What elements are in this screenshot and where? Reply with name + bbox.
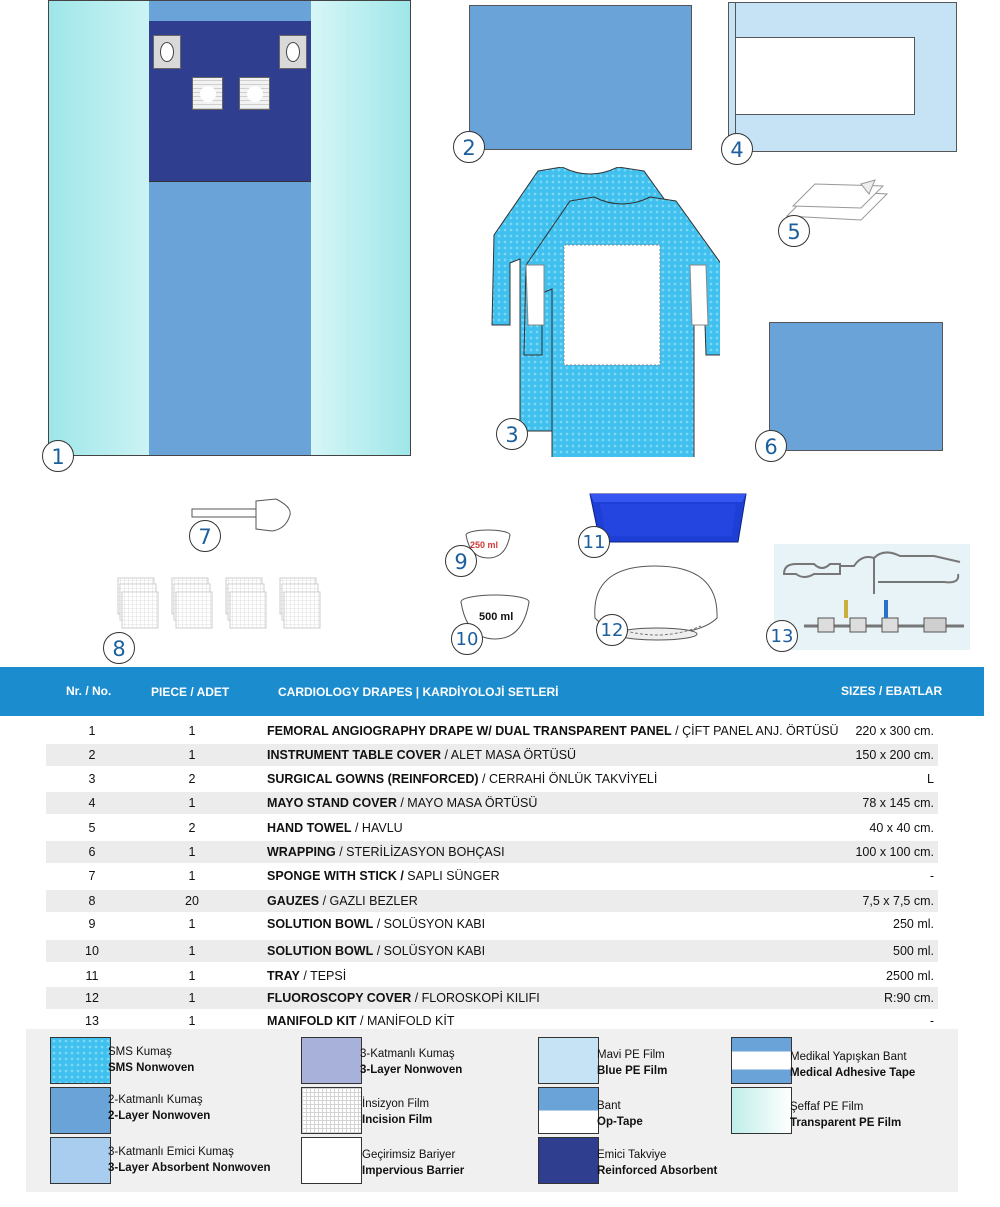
row-piece: 2 [188, 772, 196, 786]
row-item-name-tr: / CERRAHİ ÖNLÜK TAKVİYELİ [478, 772, 658, 786]
row-size: R:90 cm. [883, 991, 934, 1005]
row-piece: 1 [188, 969, 196, 983]
row-item-name: FEMORAL ANGIOGRAPHY DRAPE W/ DUAL TRANSPARENT PANEL [267, 724, 672, 738]
row-nr: 13 [85, 1014, 99, 1028]
transparent-panel-right [239, 77, 270, 110]
manifold-kit [774, 544, 970, 650]
row-nr: 12 [85, 991, 99, 1005]
header-piece: PIECE / ADET [151, 685, 230, 699]
row-item [267, 724, 839, 738]
row-item [267, 944, 485, 958]
row-item [267, 772, 657, 786]
row-nr: 3 [88, 772, 96, 786]
surgical-gowns [482, 167, 720, 457]
row-item-name: SURGICAL GOWNS (REINFORCED) [267, 772, 479, 786]
row-nr: 8 [88, 894, 96, 908]
row-nr: 1 [88, 724, 96, 738]
row-size: 2500 ml. [886, 969, 934, 983]
table-row [46, 865, 938, 887]
table-row [46, 841, 938, 863]
row-item-name: INSTRUMENT TABLE COVER [267, 748, 445, 762]
gown-front [524, 197, 720, 457]
row-nr: 9 [88, 917, 96, 931]
table-row [46, 940, 938, 962]
row-item [267, 821, 403, 835]
swatch-3-layer-absorbent [50, 1137, 111, 1184]
gauze-stacks [112, 576, 334, 638]
table-row [46, 987, 938, 1009]
row-size: 40 x 40 cm. [869, 821, 934, 835]
legend-label-en: Medical Adhesive Tape [790, 1067, 916, 1079]
row-item [267, 969, 346, 983]
legend-3-layer [360, 1046, 462, 1078]
swatch-sms-nonwoven [50, 1037, 111, 1084]
row-nr: 6 [88, 845, 96, 859]
table-header [0, 667, 984, 716]
table-row [46, 768, 938, 790]
legend-label-en: 3-Layer Nonwoven [360, 1064, 463, 1076]
row-item-name: MAYO STAND COVER [267, 796, 397, 810]
callout-6: 6 [755, 430, 787, 462]
row-size: 500 ml. [893, 944, 934, 958]
legend-label-tr: Geçirimsiz Bariyer [362, 1149, 456, 1161]
bowl-large-label: 500 ml [479, 611, 514, 623]
row-item-name-tr: / MAYO MASA ÖRTÜSÜ [396, 796, 538, 810]
row-item-name: HAND TOWEL [267, 821, 352, 835]
legend-label-en: Impervious Barrier [362, 1165, 465, 1177]
swatch-reinforced-absorbent [538, 1137, 599, 1184]
legend-label-en: Transparent PE Film [790, 1117, 902, 1129]
row-item-name: TRAY [267, 969, 300, 983]
row-item-name-tr: / STERİLİZASYON BOHÇASI [339, 845, 505, 859]
row-item-name-tr: / FLOROSKOPİ KILIFI [411, 991, 540, 1005]
material-legend [26, 1029, 958, 1192]
row-item [267, 1014, 455, 1028]
row-item-name-tr: / ÇİFT PANEL ANJ. ÖRTÜSÜ [671, 724, 839, 738]
legend-impervious-barrier [362, 1147, 464, 1179]
swatch-op-tape [538, 1087, 599, 1134]
row-item [267, 894, 418, 908]
swatch-blue-pe-film [538, 1037, 599, 1084]
swatch-transparent-pe-film [731, 1087, 792, 1134]
legend-label-tr: SMS Kumaş [108, 1046, 172, 1058]
table-row [46, 817, 938, 839]
table-row [46, 720, 938, 742]
swatch-medical-adhesive-tape [731, 1037, 792, 1084]
row-size: - [929, 1014, 934, 1028]
callout-4: 4 [721, 133, 753, 165]
mayo-stand-cover [728, 2, 957, 152]
row-item-name: GAUZES [267, 894, 320, 908]
callout-2: 2 [453, 131, 485, 163]
row-item [267, 845, 505, 859]
table-row [46, 792, 938, 814]
mayo-cover-window [735, 37, 915, 115]
row-nr: 2 [88, 748, 96, 762]
header-sizes: SIZES / EBATLAR [841, 684, 943, 698]
row-item-name-tr: / TEPSİ [299, 969, 347, 983]
row-size: 220 x 300 cm. [855, 724, 934, 738]
row-piece: 1 [188, 944, 196, 958]
row-nr: 4 [88, 796, 96, 810]
callout-11: 11 [578, 526, 610, 558]
row-item-name: MANIFOLD KIT [267, 1014, 357, 1028]
table-row [46, 890, 938, 912]
row-item-name-tr: / SOLÜSYON KABI [373, 917, 486, 931]
callout-1: 1 [42, 440, 74, 472]
row-piece: 20 [185, 894, 199, 908]
legend-incision-film [362, 1096, 432, 1128]
row-piece: 1 [188, 869, 196, 883]
legend-2-layer [108, 1092, 210, 1124]
row-item-name-tr: / ALET MASA ÖRTÜSÜ [444, 748, 577, 762]
legend-label-tr: Mavi PE Film [597, 1049, 665, 1061]
legend-label-en: Op-Tape [597, 1116, 643, 1128]
legend-label-tr: 2-Katmanlı Kumaş [108, 1094, 203, 1106]
row-nr: 5 [88, 821, 96, 835]
legend-label-tr: 3-Katmanlı Kumaş [360, 1048, 455, 1060]
legend-transparent-pe-film [790, 1099, 901, 1131]
row-piece: 1 [188, 724, 196, 738]
legend-label-tr: 3-Katmanlı Emici Kumaş [108, 1146, 234, 1158]
swatch-incision-film [301, 1087, 362, 1134]
table-row [46, 965, 938, 987]
row-nr: 11 [85, 969, 99, 983]
table-row [46, 744, 938, 766]
blue-tray [586, 488, 750, 546]
row-item-name-tr: / SOLÜSYON KABI [373, 944, 486, 958]
callout-10: 10 [451, 623, 483, 655]
swatch-impervious-barrier [301, 1137, 362, 1184]
legend-medical-adhesive-tape [790, 1049, 915, 1081]
row-piece: 1 [188, 917, 196, 931]
callout-5: 5 [778, 215, 810, 247]
femoral-angiography-drape [48, 0, 411, 456]
row-piece: 1 [188, 845, 196, 859]
row-item-name: SPONGE WITH STICK / [267, 869, 404, 883]
callout-8: 8 [103, 632, 135, 664]
row-size: 250 ml. [893, 917, 934, 931]
legend-label-en: SMS Nonwoven [108, 1062, 195, 1074]
legend-label-en: 2-Layer Nonwoven [108, 1110, 211, 1122]
legend-label-tr: Bant [597, 1100, 621, 1112]
row-size: L [927, 772, 934, 786]
legend-blue-pe-film [597, 1047, 667, 1079]
row-item-name-tr: / GAZLI BEZLER [319, 894, 418, 908]
fenestration-top-right [279, 35, 307, 69]
bowl-small-label: 250 ml [470, 540, 499, 550]
instrument-table-cover [469, 5, 692, 150]
row-piece: 2 [188, 821, 196, 835]
row-piece: 1 [188, 748, 196, 762]
row-size: 78 x 145 cm. [862, 796, 934, 810]
legend-label-tr: İnsizyon Film [362, 1098, 430, 1110]
row-size: 150 x 200 cm. [855, 748, 934, 762]
row-item [267, 917, 485, 931]
fenestration-top-left [153, 35, 181, 69]
legend-label-tr: Medikal Yapışkan Bant [790, 1051, 907, 1063]
legend-label-tr: Şeffaf PE Film [790, 1101, 864, 1113]
row-piece: 1 [188, 1014, 196, 1028]
row-item-name-tr: / HAVLU [351, 821, 403, 835]
row-item [267, 748, 576, 762]
row-nr: 7 [88, 869, 96, 883]
row-item-name-tr: / MANİFOLD KİT [356, 1014, 455, 1028]
wrapping-sheet [769, 322, 943, 451]
callout-13: 13 [766, 620, 798, 652]
table-row [46, 913, 938, 935]
legend-op-tape [597, 1098, 643, 1130]
callout-12: 12 [596, 614, 628, 646]
row-item-name: SOLUTION BOWL [267, 917, 374, 931]
row-piece: 1 [188, 796, 196, 810]
legend-sms [108, 1044, 194, 1076]
callout-3: 3 [496, 418, 528, 450]
row-item-name-tr: SAPLI SÜNGER [403, 869, 500, 883]
legend-label-en: Incision Film [362, 1114, 433, 1126]
legend-reinforced-absorbent [597, 1147, 717, 1179]
callout-7: 7 [189, 520, 221, 552]
row-item [267, 796, 537, 810]
transparent-panel-left [192, 77, 223, 110]
row-nr: 10 [85, 944, 99, 958]
header-title: CARDIOLOGY DRAPES | KARDİYOLOJİ SETLERİ [278, 685, 559, 699]
drape-lower-panel [149, 181, 311, 456]
callout-9: 9 [445, 545, 477, 577]
row-item [267, 991, 540, 1005]
row-item-name: FLUOROSCOPY COVER [267, 991, 412, 1005]
row-item-name: WRAPPING [267, 845, 340, 859]
drape-top-strip [149, 1, 311, 21]
header-nr: Nr. / No. [66, 684, 112, 698]
swatch-2-layer [50, 1087, 111, 1134]
swatch-3-layer [301, 1037, 362, 1084]
row-item-name: SOLUTION BOWL [267, 944, 374, 958]
row-size: - [929, 869, 934, 883]
legend-3-layer-absorbent [108, 1144, 271, 1176]
legend-label-en: 3-Layer Absorbent Nonwoven [108, 1162, 271, 1174]
row-size: 7,5 x 7,5 cm. [862, 894, 934, 908]
legend-label-en: Reinforced Absorbent [597, 1165, 718, 1177]
row-piece: 1 [188, 991, 196, 1005]
row-size: 100 x 100 cm. [855, 845, 934, 859]
legend-label-en: Blue PE Film [597, 1065, 668, 1077]
row-item [267, 869, 500, 883]
legend-label-tr: Emici Takviye [597, 1149, 667, 1161]
